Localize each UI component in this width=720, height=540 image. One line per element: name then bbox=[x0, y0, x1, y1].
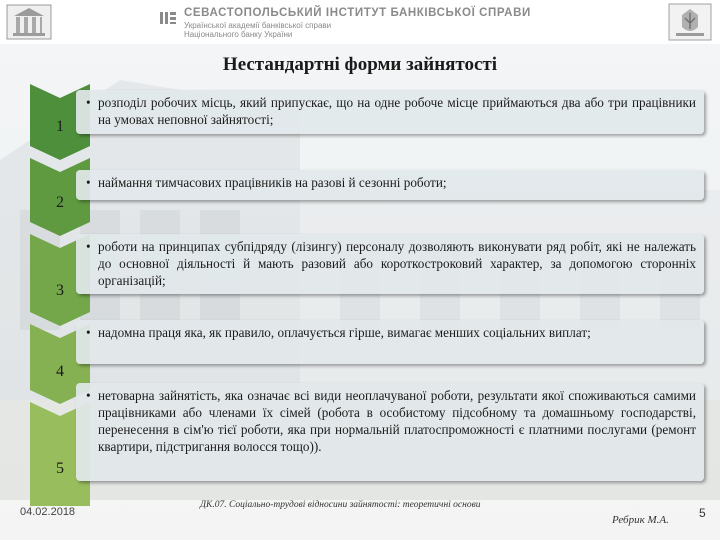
list-item bbox=[76, 90, 704, 134]
item-text: наймання тимчасових працівників на разові й сезонні роботи; bbox=[98, 175, 447, 190]
bullet-icon: • bbox=[86, 325, 91, 340]
list-item bbox=[76, 170, 704, 200]
bullet-icon: • bbox=[86, 175, 91, 190]
institute-name: СЕВАСТОПОЛЬСЬКИЙ ІНСТИТУТ БАНКІВСЬКОЇ СПРАВИ bbox=[184, 7, 531, 19]
footer-author: Ребрик М.А. bbox=[612, 514, 669, 526]
item-text: надомна праця яка, як правило, оплачується гірше, вимагає менших соціальних виплат; bbox=[98, 325, 591, 340]
step-number: 3 bbox=[56, 282, 64, 299]
header bbox=[0, 0, 720, 44]
step-number: 2 bbox=[56, 194, 64, 211]
institute-emblem-icon bbox=[6, 4, 52, 40]
bullet-icon: • bbox=[86, 95, 91, 110]
institute-logo-icon bbox=[160, 10, 176, 26]
step-number: 4 bbox=[56, 363, 64, 380]
list-item bbox=[76, 320, 704, 364]
institute-subtitle-1: Української академії банківської справи bbox=[184, 21, 332, 30]
page-number: 5 bbox=[699, 506, 706, 520]
item-text: розподіл робочих місць, який припускає, що на одне робоче місце приймаються два або три працівники на умовах неповної зайнятості; bbox=[98, 95, 696, 127]
bullet-icon: • bbox=[86, 239, 91, 254]
footer-course-title: ДК.07. Соціально-трудові відносини зайнятості: теоретичні основи bbox=[200, 500, 481, 510]
bullet-icon: • bbox=[86, 388, 91, 403]
list-item bbox=[76, 383, 704, 481]
item-text: роботи на принципах субпідряду (лізингу) персоналу дозволяють виконувати ряд робіт, які не належать до основної діяльності й мають разовий або короткостроковий характер, за допомогою сторонніх організацій; bbox=[98, 239, 696, 288]
institute-subtitle-2: Національного банку України bbox=[184, 30, 293, 39]
bank-coat-of-arms-icon bbox=[668, 3, 712, 41]
step-number: 5 bbox=[56, 460, 64, 477]
list-item bbox=[76, 234, 704, 294]
item-text: нетоварна зайнятість, яка означає всі види неоплачуваної роботи, результати якої споживаються самими працівниками або членами їх сімей (робота в особистому підсобному та домашньому господарстві, перенесення в сім'ю тієї роботи, яка при нормальній платоспроможності є платними послугами (ремонт квартири, підстригання волосся тощо)). bbox=[98, 388, 696, 454]
step-number: 1 bbox=[56, 118, 64, 135]
footer-date: 04.02.2018 bbox=[20, 506, 76, 518]
slide-title: Нестандартні форми зайнятості bbox=[222, 54, 498, 75]
